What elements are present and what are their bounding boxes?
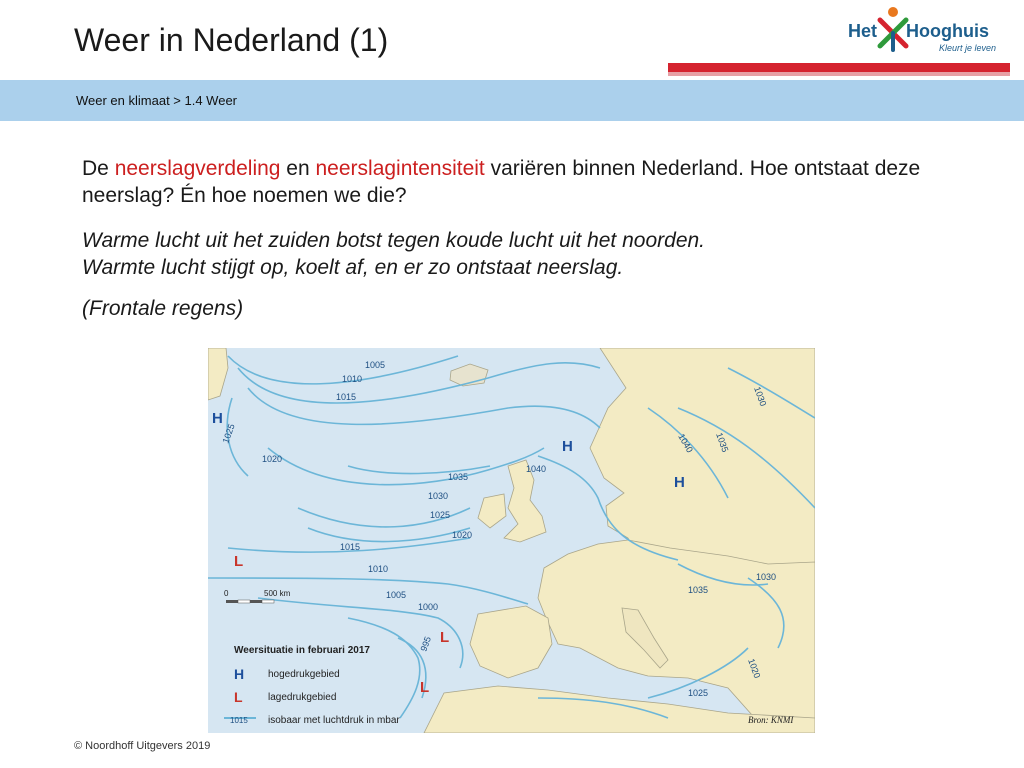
logo-word-hooghuis: Hooghuis	[906, 21, 989, 41]
accent-bar-shade	[668, 72, 1010, 76]
pressure-label: 1030	[752, 385, 769, 408]
logo-tagline: Kleurt je leven	[939, 43, 997, 53]
pressure-label: 1040	[526, 464, 547, 474]
pressure-label: 1015	[340, 542, 361, 552]
legend-low-label: lagedrukgebied	[268, 692, 337, 703]
pressure-label: 1025	[688, 688, 709, 698]
legend-isobar-label: isobaar met luchtdruk in mbar	[268, 715, 400, 726]
explanation-paragraph	[82, 227, 982, 281]
intro-paragraph	[82, 155, 982, 209]
pressure-label: 1030	[428, 491, 449, 501]
legend-high-symbol: H	[234, 666, 245, 682]
legend-isobar-value: 1015	[230, 716, 248, 725]
slide-title: Weer in Nederland (1)	[74, 22, 389, 58]
term-neerslagverdeling: neerslagverdeling	[114, 157, 281, 180]
high-pressure-symbol: H	[562, 438, 573, 455]
het-hooghuis-logo	[845, 6, 1020, 62]
intro-text-end: variëren binnen Nederland. Hoe ontstaat deze neerslag? Én hoe noemen we die?	[82, 157, 921, 207]
pressure-label: 1020	[452, 530, 473, 540]
pressure-label: 1010	[368, 564, 389, 574]
pressure-label: 1000	[418, 602, 439, 612]
high-pressure-symbol: H	[212, 410, 223, 427]
logo-word-het: Het	[848, 21, 878, 41]
logo-figure-icon	[877, 6, 909, 52]
intro-text-middle: en	[280, 157, 316, 180]
pressure-label: 1025	[430, 510, 451, 520]
pressure-label: 1035	[714, 431, 731, 454]
frontal-rain-label: (Frontale regens)	[82, 297, 244, 320]
legend-high-label: hogedrukgebied	[268, 669, 340, 680]
weather-map	[208, 348, 815, 733]
pressure-label: 1035	[448, 472, 469, 482]
low-pressure-symbol: L	[440, 629, 450, 646]
pressure-label: 1040	[676, 432, 695, 455]
scale-label: 500 km	[264, 589, 291, 598]
pressure-label: 1020	[262, 454, 283, 464]
high-pressure-symbol: H	[674, 474, 685, 491]
intro-text-start: De	[82, 157, 115, 180]
pressure-label: 1035	[688, 585, 709, 595]
pressure-label: 1025	[220, 422, 237, 445]
pressure-label: 1030	[756, 572, 777, 582]
legend-title: Weersituatie in februari 2017	[234, 645, 370, 656]
explanation-line-2: Warmte lucht stijgt op, koelt af, en er zo ontstaat neerslag.	[82, 256, 624, 279]
term-neerslagintensiteit: neerslagintensiteit	[315, 157, 485, 180]
scale-zero: 0	[224, 589, 229, 598]
pressure-label: 1005	[386, 590, 407, 600]
copyright: © Noordhoff Uitgevers 2019	[74, 740, 211, 752]
low-pressure-symbol: L	[234, 553, 244, 570]
pressure-label: 1005	[365, 360, 386, 370]
pressure-label: 995	[418, 635, 434, 653]
legend-low-symbol: L	[234, 689, 243, 705]
pressure-label: 1015	[336, 392, 357, 402]
breadcrumb: Weer en klimaat > 1.4 Weer	[76, 93, 238, 108]
pressure-label: 1020	[746, 657, 763, 680]
map-source: Bron: KNMI	[748, 715, 794, 725]
pressure-label: 1010	[342, 374, 363, 384]
low-pressure-symbol: L	[420, 679, 430, 696]
explanation-line-1: Warme lucht uit het zuiden botst tegen koude lucht uit het noorden.	[82, 229, 706, 252]
